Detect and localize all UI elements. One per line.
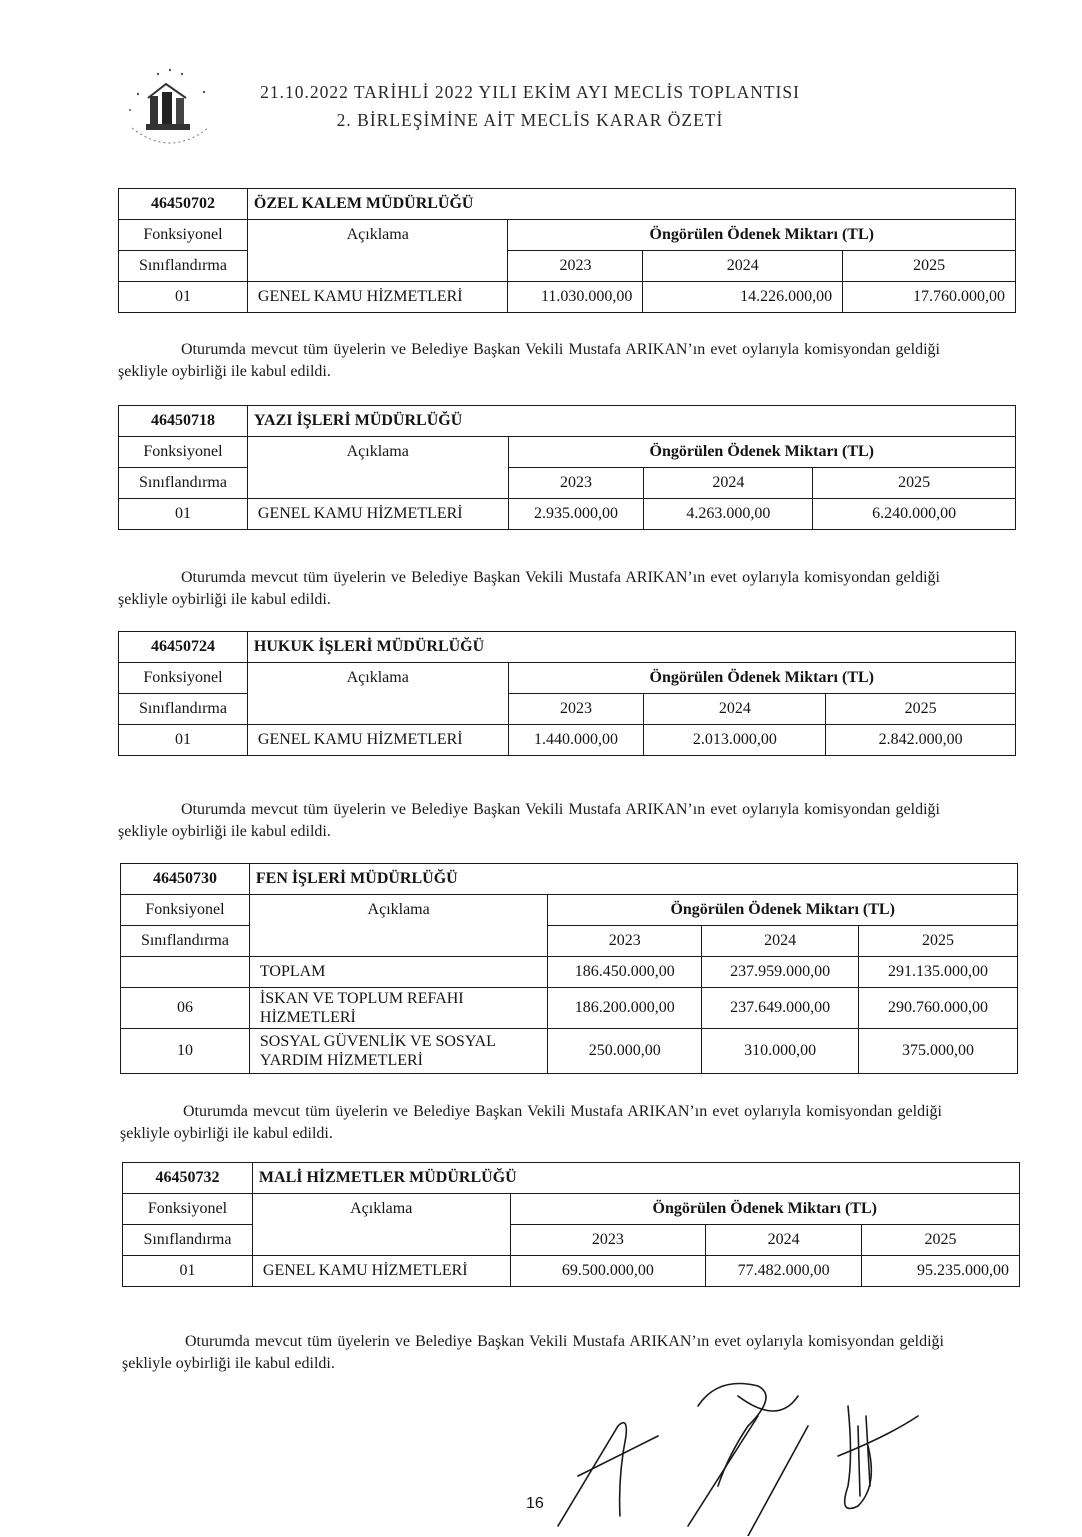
- function-code: [121, 957, 250, 988]
- vote-paragraph: Oturumda mevcut tüm üyelerin ve Belediye Başkan Vekili Mustafa ARIKAN’ın evet oylarıyla komisyondan geldiği şekliyle oybirliği ile kabul edildi.: [118, 341, 940, 380]
- function-code: 10: [121, 1029, 250, 1074]
- amount-2025: 17.760.000,00: [843, 282, 1016, 313]
- document-header: [230, 78, 830, 134]
- aciklama-empty: [247, 251, 508, 282]
- table-row: [119, 282, 1016, 313]
- aciklama-label: Açıklama: [247, 437, 508, 468]
- amount-2024: 237.959.000,00: [702, 957, 859, 988]
- handwritten-signatures: [548, 1366, 928, 1536]
- header-line-2: 2. BİRLEŞİMİNE AİT MECLİS KARAR ÖZETİ: [336, 110, 724, 130]
- fonksiyonel-label: Fonksiyonel: [123, 1194, 253, 1225]
- siniflandirma-label: Sınıflandırma: [119, 694, 248, 725]
- amount-2024: 310.000,00: [702, 1029, 859, 1074]
- amount-2023: 1.440.000,00: [508, 725, 644, 756]
- aciklama-label: Açıklama: [247, 663, 508, 694]
- fonksiyonel-label: Fonksiyonel: [119, 437, 248, 468]
- function-code: 01: [123, 1256, 253, 1287]
- description-line-1: İSKAN VE TOPLUM REFAHI: [259, 990, 464, 1007]
- fonksiyonel-label: Fonksiyonel: [119, 220, 248, 251]
- description-line-2: YARDIM HİZMETLERİ: [259, 1052, 423, 1069]
- fonksiyonel-label: Fonksiyonel: [119, 663, 248, 694]
- unit-title: MALİ HİZMETLER MÜDÜRLÜĞÜ: [252, 1163, 1019, 1194]
- aciklama-label: Açıklama: [252, 1194, 510, 1225]
- unit-code: 46450730: [121, 864, 250, 895]
- amount-2025: 6.240.000,00: [813, 499, 1016, 530]
- odenek-header: Öngörülen Ödenek Miktarı (TL): [508, 220, 1016, 251]
- description: [249, 1029, 547, 1074]
- budget-table-fen-isleri: [120, 863, 1018, 1074]
- aciklama-label: Açıklama: [249, 895, 547, 926]
- table-row: [121, 988, 1018, 1029]
- aciklama-empty: [247, 468, 508, 499]
- vote-paragraph: Oturumda mevcut tüm üyelerin ve Belediye Başkan Vekili Mustafa ARIKAN’ın evet oylarıyla komisyondan geldiği şekliyle oybirliği ile kabul edildi.: [118, 569, 940, 608]
- year-2024: 2024: [702, 926, 859, 957]
- amount-2025: 95.235.000,00: [862, 1256, 1020, 1287]
- budget-table-ozel-kalem: [118, 188, 1016, 313]
- siniflandirma-label: Sınıflandırma: [123, 1225, 253, 1256]
- fonksiyonel-label: Fonksiyonel: [121, 895, 250, 926]
- year-2024: 2024: [644, 694, 826, 725]
- description: GENEL KAMU HİZMETLERİ: [252, 1256, 510, 1287]
- vote-paragraph: Oturumda mevcut tüm üyelerin ve Belediye Başkan Vekili Mustafa ARIKAN’ın evet oylarıyla komisyondan geldiği şekliyle oybirliği ile kabul edildi.: [118, 801, 940, 840]
- amount-2024: 77.482.000,00: [706, 1256, 862, 1287]
- odenek-header: Öngörülen Ödenek Miktarı (TL): [508, 663, 1015, 694]
- amount-2024: 2.013.000,00: [644, 725, 826, 756]
- function-code: 01: [119, 725, 248, 756]
- aciklama-empty: [252, 1225, 510, 1256]
- amount-2025: 290.760.000,00: [859, 988, 1018, 1029]
- year-2025: 2025: [826, 694, 1016, 725]
- description: [249, 988, 547, 1029]
- description: TOPLAM: [249, 957, 547, 988]
- amount-2025: 2.842.000,00: [826, 725, 1016, 756]
- year-2023: 2023: [508, 694, 644, 725]
- year-2023: 2023: [548, 926, 702, 957]
- description: GENEL KAMU HİZMETLERİ: [247, 725, 508, 756]
- table-row: [121, 1029, 1018, 1074]
- unit-title: ÖZEL KALEM MÜDÜRLÜĞÜ: [247, 189, 1015, 220]
- description-line-2: HİZMETLERİ: [259, 1009, 356, 1026]
- amount-2024: 4.263.000,00: [644, 499, 813, 530]
- amount-2023: 11.030.000,00: [508, 282, 643, 313]
- siniflandirma-label: Sınıflandırma: [119, 468, 248, 499]
- table-row: [119, 725, 1016, 756]
- odenek-header: Öngörülen Ödenek Miktarı (TL): [508, 437, 1015, 468]
- aciklama-empty: [247, 694, 508, 725]
- table-row: [121, 957, 1018, 988]
- amount-2024: 14.226.000,00: [643, 282, 843, 313]
- year-2024: 2024: [643, 251, 843, 282]
- table-row: [119, 499, 1016, 530]
- description-line-1: SOSYAL GÜVENLİK VE SOSYAL: [259, 1033, 496, 1050]
- unit-code: 46450718: [119, 406, 248, 437]
- budget-table-hukuk-isleri: [118, 631, 1016, 756]
- description: GENEL KAMU HİZMETLERİ: [247, 282, 508, 313]
- amount-2023: 250.000,00: [548, 1029, 702, 1074]
- unit-code: 46450724: [119, 632, 248, 663]
- unit-code: 46450732: [123, 1163, 253, 1194]
- page-number: 16: [526, 1495, 544, 1512]
- function-code: 06: [121, 988, 250, 1029]
- amount-2023: 186.450.000,00: [548, 957, 702, 988]
- unit-title: YAZI İŞLERİ MÜDÜRLÜĞÜ: [247, 406, 1015, 437]
- year-2025: 2025: [843, 251, 1016, 282]
- header-line-1: 21.10.2022 TARİHLİ 2022 YILI EKİM AYI MECLİS TOPLANTISI: [260, 82, 800, 102]
- amount-2023: 69.500.000,00: [510, 1256, 706, 1287]
- vote-paragraph: Oturumda mevcut tüm üyelerin ve Belediye Başkan Vekili Mustafa ARIKAN’ın evet oylarıyla komisyondan geldiği şekliyle oybirliği ile kabul edildi.: [120, 1103, 942, 1142]
- amount-2024: 237.649.000,00: [702, 988, 859, 1029]
- vote-paragraph: Oturumda mevcut tüm üyelerin ve Belediye Başkan Vekili Mustafa ARIKAN’ın evet oylarıyla komisyondan geldiği şekliyle oybirliği ile kabul edildi.: [122, 1333, 944, 1372]
- siniflandirma-label: Sınıflandırma: [119, 251, 248, 282]
- year-2023: 2023: [510, 1225, 706, 1256]
- odenek-header: Öngörülen Ödenek Miktarı (TL): [510, 1194, 1020, 1225]
- year-2024: 2024: [706, 1225, 862, 1256]
- year-2023: 2023: [508, 468, 644, 499]
- unit-title: FEN İŞLERİ MÜDÜRLÜĞÜ: [249, 864, 1017, 895]
- year-2023: 2023: [508, 251, 643, 282]
- amount-2023: 2.935.000,00: [508, 499, 644, 530]
- budget-table-yazi-isleri: [118, 405, 1016, 530]
- year-2024: 2024: [644, 468, 813, 499]
- year-2025: 2025: [862, 1225, 1020, 1256]
- unit-title: HUKUK İŞLERİ MÜDÜRLÜĞÜ: [247, 632, 1015, 663]
- description: GENEL KAMU HİZMETLERİ: [247, 499, 508, 530]
- function-code: 01: [119, 499, 248, 530]
- unit-code: 46450702: [119, 189, 248, 220]
- table-row: [123, 1256, 1020, 1287]
- aciklama-label: Açıklama: [247, 220, 508, 251]
- siniflandirma-label: Sınıflandırma: [121, 926, 250, 957]
- budget-table-mali-hizmetler: [122, 1162, 1020, 1287]
- year-2025: 2025: [859, 926, 1018, 957]
- year-2025: 2025: [813, 468, 1016, 499]
- amount-2023: 186.200.000,00: [548, 988, 702, 1029]
- municipality-seal: [118, 62, 224, 154]
- aciklama-empty: [249, 926, 547, 957]
- odenek-header: Öngörülen Ödenek Miktarı (TL): [548, 895, 1018, 926]
- function-code: 01: [119, 282, 248, 313]
- amount-2025: 291.135.000,00: [859, 957, 1018, 988]
- amount-2025: 375.000,00: [859, 1029, 1018, 1074]
